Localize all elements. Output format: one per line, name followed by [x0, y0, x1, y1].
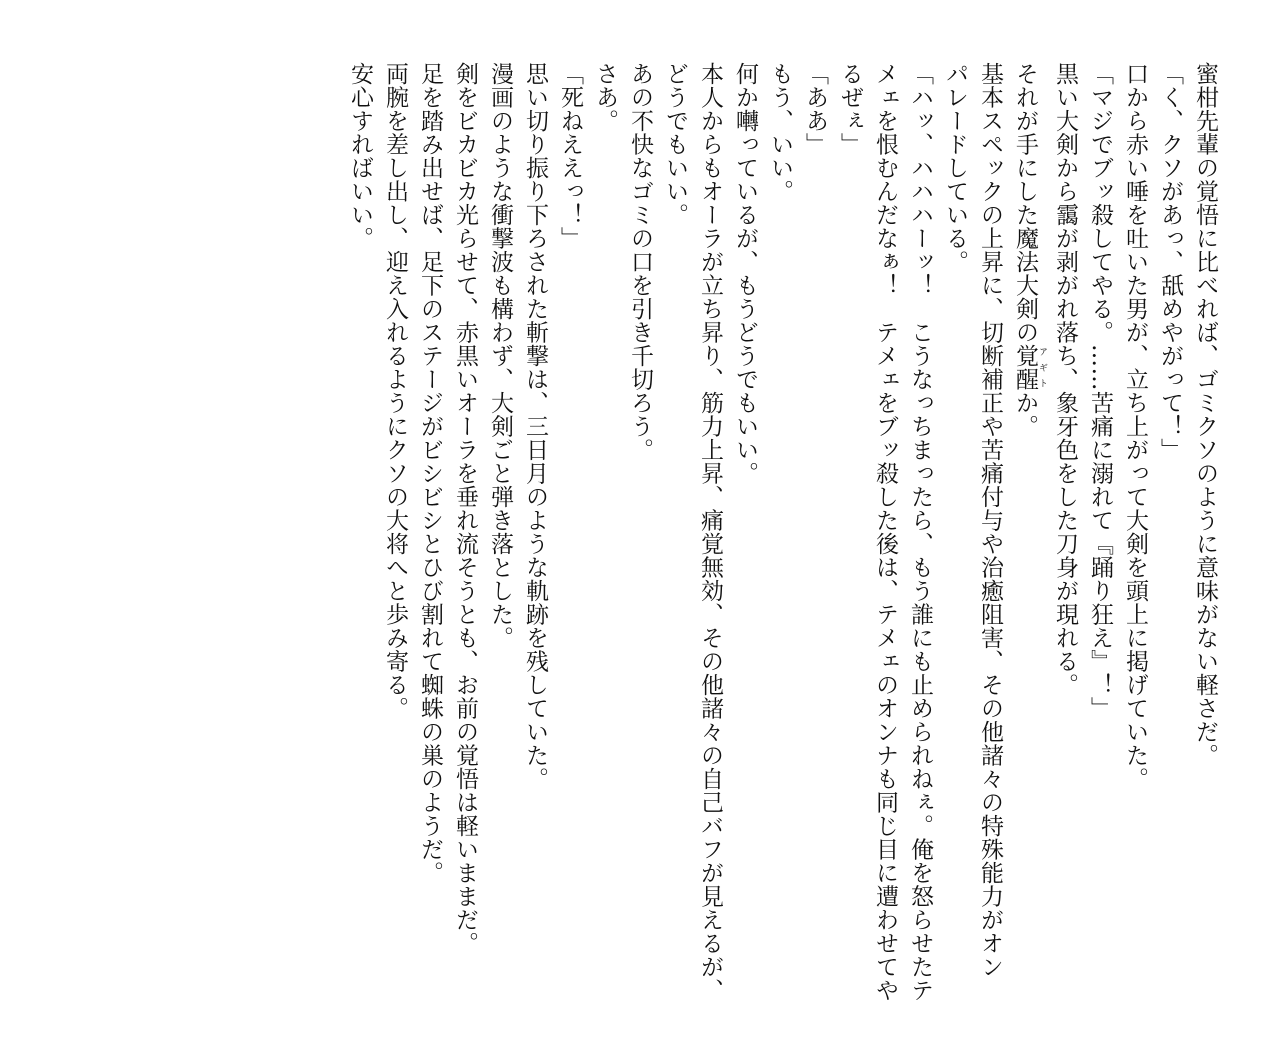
text-line: 「ハッ、ハハハーッ！ こうなっちまったら、もう誰にも止められねぇ。俺を怒らせたテ: [907, 62, 933, 1002]
text-line: 「く、クソがあっ、舐めやがって！」: [1157, 62, 1183, 462]
ruby-reading: アギト: [1037, 344, 1047, 391]
text-line: もう、いい。: [767, 62, 793, 203]
ruby-base: 覚醒: [1012, 344, 1038, 391]
text-line: 安心すればいい。: [347, 62, 373, 250]
text-line: 「マジでブッ殺してやる。……苦痛に溺れて『踊り狂え』！」: [1087, 62, 1113, 720]
text-line: 両腕を差し出し、迎え入れるようにクソの大将へと歩み寄る。: [382, 62, 408, 720]
text-line: あの不快なゴミの口を引き千切ろう。: [627, 62, 653, 462]
text-line: 漫画のような衝撃波も構わず、大剣ごと弾き落とした。: [487, 62, 513, 650]
text-line: 蜜柑先輩の覚悟に比べれば、ゴミクソのように意味がない軽さだ。: [1192, 62, 1218, 767]
text-line: 足を踏み出せば、足下のステージがビシビシとひび割れて蜘蛛の巣のようだ。: [417, 62, 443, 885]
text-segment: それが手にした魔法大剣の: [1012, 62, 1038, 344]
text-line: 本人からもオーラが立ち昇り、筋力上昇、痛覚無効、その他諸々の自己バフが見えるが、: [697, 62, 723, 1002]
text-line: 何か囀っているが、もうどうでもいい。: [732, 62, 758, 485]
vertical-text-body: [342, 62, 1222, 1022]
text-segment: か。: [1012, 391, 1038, 438]
text-line: パレードしている。: [942, 62, 968, 274]
text-line-with-ruby: [1007, 62, 1047, 1022]
text-line: どうでもいい。: [662, 62, 688, 227]
text-line: 基本スペックの上昇に、切断補正や苦痛付与や治癒阻害、その他諸々の特殊能力がオン: [977, 62, 1003, 979]
text-line: 剣をビカビカ光らせて、赤黒いオーラを垂れ流そうとも、お前の覚悟は軽いままだ。: [452, 62, 478, 955]
text-line: 「ああ」: [802, 62, 828, 156]
text-line: メェを恨むんだなぁ！ テメェをブッ殺した後は、テメェのオンナも同じ目に遭わせてや: [872, 62, 898, 1002]
text-line: 思い切り振り下ろされた斬撃は、三日月のような軌跡を残していた。: [522, 62, 548, 791]
text-line: 黒い大剣から靄が剥がれ落ち、象牙色をした刀身が現れる。: [1052, 62, 1078, 697]
ruby-annotation: [1012, 344, 1047, 391]
text-line: 「死ねええっ！」: [557, 62, 583, 250]
text-line: 口から赤い唾を吐いた男が、立ち上がって大剣を頭上に掲げていた。: [1122, 62, 1148, 791]
text-line: るぜぇ」: [837, 62, 863, 156]
text-line: さあ。: [592, 62, 618, 133]
